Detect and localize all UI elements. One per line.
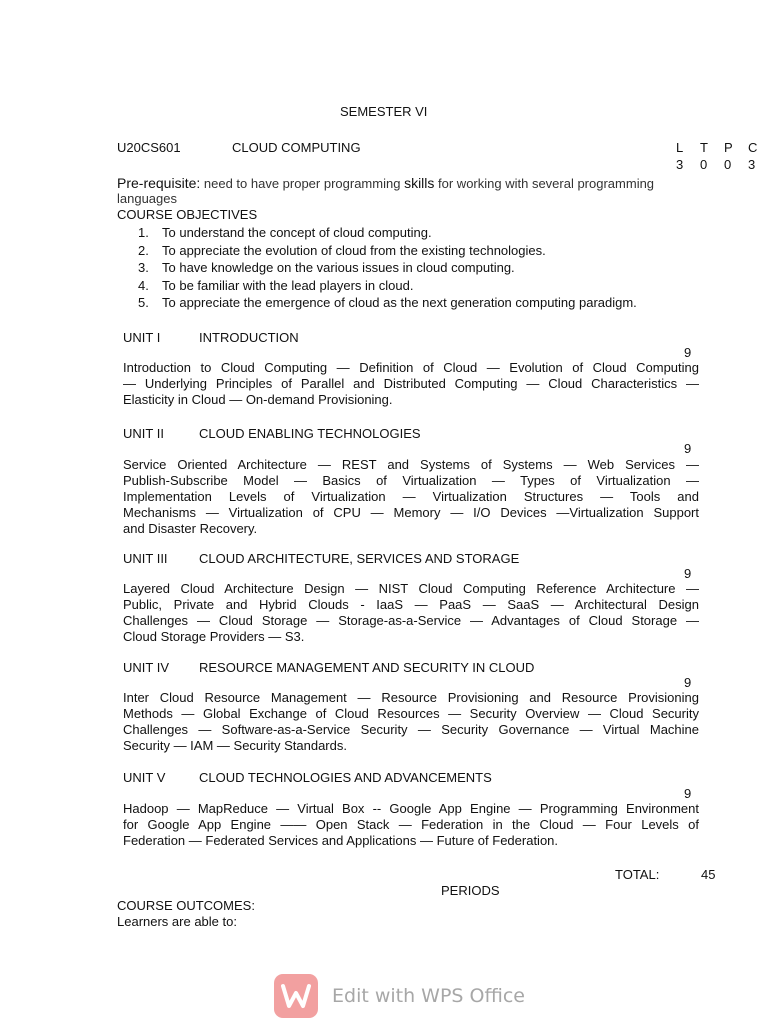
unit-2-hours: 9 — [684, 441, 692, 456]
unit-2-line: and Disaster Recovery. — [123, 521, 258, 536]
objective-item: 1. To understand the concept of cloud computing. — [138, 225, 432, 240]
unit-5-line: Hadoop — MapReduce — Virtual Box -- Google App Engine — Programming Environment — [123, 801, 699, 816]
total-label: TOTAL: — [615, 867, 660, 882]
unit-1-line: Introduction to Cloud Computing — Definition of Cloud — Evolution of Cloud Computing — [123, 360, 699, 375]
prerequisite-skills: skills — [404, 175, 435, 191]
unit-4-content — [123, 690, 699, 754]
objective-item: 2. To appreciate the evolution of cloud from the existing technologies. — [138, 242, 546, 258]
unit-3-line: Public, Private and Hybrid Clouds - IaaS — PaaS — SaaS — Architectural Design — [123, 597, 699, 612]
unit-3-line: Layered Cloud Architecture Design — NIST Cloud Computing Reference Architecture — — [123, 581, 699, 596]
objective-item: 4. To be familiar with the lead players in cloud. — [138, 277, 414, 293]
objective-item: 5. To appreciate the emergence of cloud as the next generation computing paradigm. — [138, 295, 637, 310]
unit-2-line: Mechanisms — Virtualization of CPU — Memory — I/O Devices —Virtualization Support — [123, 505, 699, 520]
prerequisite-text-1: need to have proper programming — [200, 176, 405, 191]
course-code: U20CS601 — [117, 140, 181, 155]
unit-2-title: CLOUD ENABLING TECHNOLOGIES — [199, 426, 421, 441]
unit-4-label: UNIT IV — [123, 660, 169, 675]
objectives-list — [138, 224, 637, 312]
unit-3-line: Cloud Storage Providers — S3. — [123, 629, 305, 644]
wps-watermark — [274, 974, 525, 1018]
unit-2-line: Service Oriented Architecture — REST and Systems of Systems — Web Services — — [123, 457, 699, 472]
unit-3-hours: 9 — [684, 566, 692, 581]
ltpc-values — [676, 157, 768, 172]
ltpc-c: C — [748, 140, 758, 155]
ltpc-l-value: 3 — [676, 157, 684, 172]
watermark-text: Edit with WPS Office — [332, 985, 525, 1007]
outcomes-heading: COURSE OUTCOMES: — [117, 898, 255, 913]
outcomes-intro: Learners are able to: — [117, 914, 237, 929]
total-value: 45 — [701, 867, 716, 882]
ltpc-p: P — [724, 140, 733, 155]
unit-1-line: — Underlying Principles of Parallel and Distributed Computing — Cloud Characteristics — — [123, 376, 699, 391]
prerequisite-label: Pre-requisite: — [117, 175, 201, 191]
unit-5-line: Federation — Federated Services and Applications — Future of Federation. — [123, 833, 559, 848]
unit-5-label: UNIT V — [123, 770, 166, 785]
wps-logo-icon — [274, 974, 318, 1018]
ltpc-t: T — [700, 140, 708, 155]
unit-2-content — [123, 457, 699, 537]
ltpc-c-value: 3 — [748, 157, 756, 172]
unit-2-line: Publish-Subscribe Model — Basics of Virtualization — Types of Virtualization — — [123, 473, 699, 488]
objectives-heading: COURSE OBJECTIVES — [117, 207, 258, 222]
unit-3-title: CLOUD ARCHITECTURE, SERVICES AND STORAGE — [199, 551, 520, 566]
objective-item: 3. To have knowledge on the various issues in cloud computing. — [138, 260, 515, 275]
unit-1-content — [123, 360, 699, 408]
unit-1-label: UNIT I — [123, 330, 161, 345]
ltpc-p-value: 0 — [724, 157, 732, 172]
unit-4-line: Challenges — Software-as-a-Service Security — Security Governance — Virtual Machine — [123, 722, 699, 737]
unit-3-line: Challenges — Cloud Storage — Storage-as-a-Service — Advantages of Cloud Storage — — [123, 613, 699, 628]
prerequisite — [117, 175, 717, 192]
unit-5-hours: 9 — [684, 786, 692, 801]
unit-4-hours: 9 — [684, 675, 692, 690]
unit-5-content — [123, 801, 699, 849]
unit-1-line: Elasticity in Cloud — On-demand Provisioning. — [123, 392, 393, 407]
unit-3-label: UNIT III — [123, 551, 168, 566]
course-name: CLOUD COMPUTING — [232, 140, 361, 155]
prerequisite-line2: languages — [117, 191, 177, 206]
unit-3-content — [123, 581, 699, 645]
unit-4-title: RESOURCE MANAGEMENT AND SECURITY IN CLOUD — [199, 660, 535, 675]
semester-heading: SEMESTER VI — [340, 104, 428, 119]
ltpc-t-value: 0 — [700, 157, 708, 172]
ltpc-l: L — [676, 140, 684, 155]
prerequisite-text-2: for working with several programming — [434, 176, 655, 191]
unit-4-line: Inter Cloud Resource Management — Resource Provisioning and Resource Provisioning — [123, 690, 699, 705]
unit-2-label: UNIT II — [123, 426, 164, 441]
total-periods: PERIODS — [441, 883, 500, 898]
unit-4-line: Security — IAM — Security Standards. — [123, 738, 347, 753]
ltpc-header — [676, 140, 768, 155]
unit-5-line: for Google App Engine —— Open Stack — Federation in the Cloud — Four Levels of — [123, 817, 699, 832]
unit-5-title: CLOUD TECHNOLOGIES AND ADVANCEMENTS — [199, 770, 492, 785]
unit-2-line: Implementation Levels of Virtualization — Virtualization Structures — Tools and — [123, 489, 699, 504]
unit-1-title: INTRODUCTION — [199, 330, 299, 345]
unit-1-hours: 9 — [684, 345, 692, 360]
unit-4-line: Methods — Global Exchange of Cloud Resources — Security Overview — Cloud Security — [123, 706, 699, 721]
